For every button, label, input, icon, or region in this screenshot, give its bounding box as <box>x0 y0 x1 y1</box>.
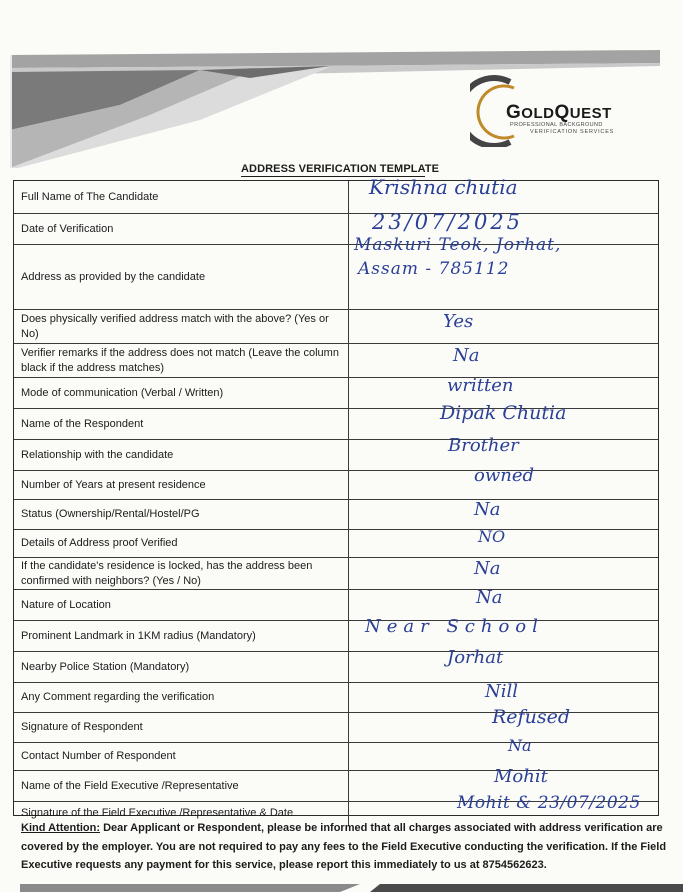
form-row-nature-of-location <box>14 587 658 621</box>
field-label: Contact Number of Respondent <box>14 743 349 770</box>
field-label: Name of the Respondent <box>14 409 349 439</box>
field-executive-signature-value: Mohit & 23/07/2025 <box>457 793 641 813</box>
form-row-locked-residence <box>14 558 658 590</box>
field-label: Any Comment regarding the verification <box>14 683 349 712</box>
form-row-field-executive-signature <box>14 793 658 819</box>
field-executive-name-value: Mohit <box>494 766 548 787</box>
goldquest-logo <box>470 72 670 147</box>
form-row-status <box>14 500 658 530</box>
respondent-name-value: Dipak Chutia <box>440 402 567 424</box>
comment-value: Nill <box>485 681 519 702</box>
nature-of-location-value: Na <box>476 587 503 608</box>
field-label: Nearby Police Station (Mandatory) <box>14 652 349 682</box>
status-value: Na <box>474 499 501 520</box>
form-row-respondent-signature <box>14 706 658 743</box>
address-proof-value: NO <box>478 527 506 546</box>
field-label: Nature of Location <box>14 590 349 620</box>
verifier-remarks-value: Na <box>453 345 480 366</box>
field-label: Verifier remarks if the address does not match (Leave the column black if the address matches) <box>14 344 349 377</box>
kind-attention-notice <box>21 819 667 875</box>
field-label: Mode of communication (Verbal / Written) <box>14 378 349 408</box>
communication-mode-value: written <box>447 375 514 396</box>
form-row-police-station <box>14 647 658 683</box>
field-label: Date of Verification <box>14 214 349 244</box>
form-row-respondent-contact <box>14 736 658 771</box>
form-row-address-match <box>14 310 658 344</box>
police-station-value: Jorhat <box>447 647 504 668</box>
field-label: Full Name of The Candidate <box>14 181 349 213</box>
form-row-years-at-residence <box>14 465 658 500</box>
logo-wordmark: GOLDQUEST <box>506 102 612 123</box>
field-label: Signature of the Field Executive /Representative & Date <box>14 800 349 826</box>
field-label: Name of the Field Executive /Representative <box>14 771 349 801</box>
candidate-name-value: Krishna chutia <box>369 175 518 199</box>
field-label: Prominent Landmark in 1KM radius (Mandatory) <box>14 621 349 651</box>
field-label: If the candidate's residence is locked, has the address been confirmed with neighbors? (Yes / No) <box>14 558 349 589</box>
form-row-verifier-remarks <box>14 344 658 378</box>
address-match-value: Yes <box>443 311 474 332</box>
notice-text: Dear Applicant or Respondent, please be informed that all charges associated with address verification are covered by the employer. You are not required to pay any fees to the Field Executive conducting the verification. If the Field Executive requests any payment for this service, please report this immediately to us at 8754562623. <box>21 822 667 871</box>
logo-tagline-2: VERIFICATION SERVICES <box>530 129 615 135</box>
form-row-candidate-name <box>14 175 658 214</box>
form-row-address-proof <box>14 527 658 558</box>
address-value-line2: Assam - 785112 <box>358 259 510 279</box>
form-row-respondent-name <box>14 402 658 440</box>
respondent-signature-value: Refused <box>492 706 570 728</box>
field-label: Relationship with the candidate <box>14 440 349 470</box>
field-label: Status (Ownership/Rental/Hostel/PG <box>14 500 349 529</box>
relationship-value: Brother <box>448 435 519 456</box>
landmark-value: Near School <box>365 616 544 637</box>
field-label: Number of Years at present residence <box>14 471 349 499</box>
form-row-landmark <box>14 616 658 652</box>
logo-tagline: PROFESSIONAL BACKGROUND <box>510 122 603 128</box>
verification-form <box>13 175 659 819</box>
years-at-residence-value: owned <box>474 465 535 486</box>
form-row-relationship <box>14 435 658 471</box>
verification-date-value: 23/07/2025 <box>372 210 524 234</box>
field-label: Details of Address proof Verified <box>14 530 349 557</box>
page-title: ADDRESS VERIFICATION TEMPLATE <box>241 163 440 175</box>
locked-residence-value: Na <box>474 558 501 579</box>
field-label: Address as provided by the candidate <box>14 245 349 309</box>
form-row-address <box>14 235 658 310</box>
respondent-contact-value: Na <box>508 736 532 755</box>
notice-heading: Kind Attention: <box>21 822 101 834</box>
address-value-line1: Maskuri Teok, Jorhat, <box>354 235 562 255</box>
footer-banner <box>0 882 683 892</box>
field-label: Signature of Respondent <box>14 713 349 742</box>
field-label: Does physically verified address match with the above? (Yes or No) <box>14 310 349 343</box>
